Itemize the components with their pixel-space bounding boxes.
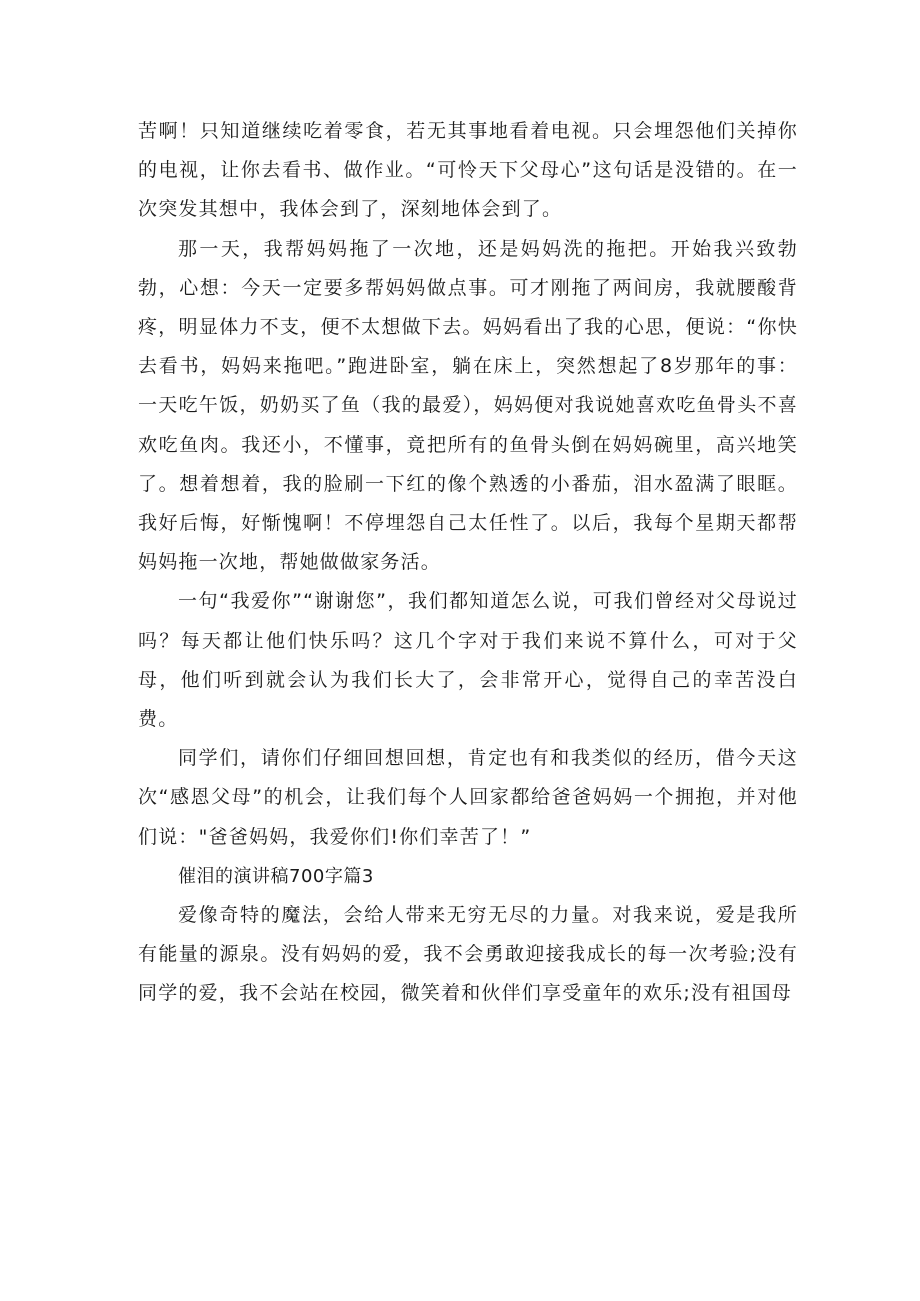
document-body bbox=[138, 112, 798, 1014]
paragraph-1: 苦啊！只知道继续吃着零食，若无其事地看着电视。只会埋怨他们关掉你的电视，让你去看书、做作业。“可怜天下父母心”这句话是没错的。在一次突发其想中，我体会到了，深刻地体会到了。 bbox=[138, 120, 798, 221]
section-heading: 催泪的演讲稿700字篇3 bbox=[178, 865, 374, 887]
paragraph-2: 那一天，我帮妈妈拖了一次地，还是妈妈洗的拖把。开始我兴致勃勃，心想：今天一定要多帮妈妈做点事。可才刚拖了两间房，我就腰酸背疼，明显体力不支，便不太想做下去。妈妈看出了我的心思，便说：“你快去看书，妈妈来拖吧。”跑进卧室，躺在床上，突然想起了8岁那年的事：一天吃午饭，奶奶买了鱼（我的最爱），妈妈便对我说她喜欢吃鱼骨头不喜欢吃鱼肉。我还小，不懂事，竟把所有的鱼骨头倒在妈妈碗里，高兴地笑了。想着想着，我的脸刷一下红的像个熟透的小番茄，泪水盈满了眼眶。我好后悔，好惭愧啊！不停埋怨自己太任性了。以后，我每个星期天都帮妈妈拖一次地，帮她做做家务活。 bbox=[138, 237, 798, 574]
paragraph-4: 同学们，请你们仔细回想回想，肯定也有和我类似的经历，借今天这次“感恩父母”的机会，让我们每个人回家都给爸爸妈妈一个拥抱，并对他们说："爸爸妈妈，我爱你们!你们幸苦了！” bbox=[138, 747, 798, 848]
paragraph-5: 爱像奇特的魔法，会给人带来无穷无尽的力量。对我来说，爱是我所有能量的源泉。没有妈妈的爱，我不会勇敢迎接我成长的每一次考验;没有同学的爱，我不会站在校园，微笑着和伙伴们享受童年的欢乐;没有祖国母 bbox=[138, 904, 798, 1005]
paragraph-3: 一句“我爱你”“谢谢您”，我们都知道怎么说，可我们曾经对父母说过吗？每天都让他们快乐吗？这几个字对于我们来说不算什么，可对于父母，他们听到就会认为我们长大了，会非常开心，觉得自己的幸苦没白费。 bbox=[138, 590, 798, 731]
